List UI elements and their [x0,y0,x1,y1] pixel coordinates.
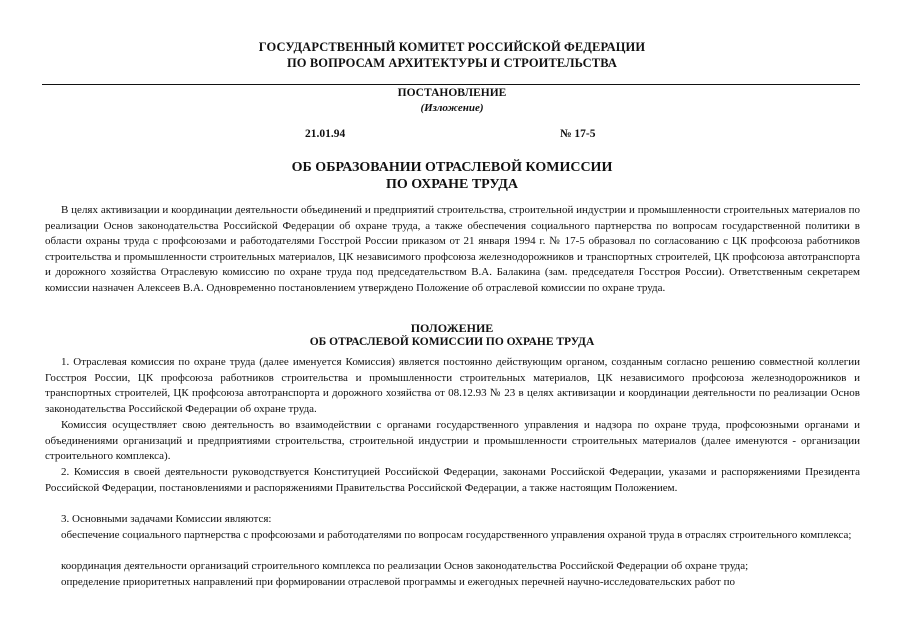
header-divider [42,84,860,85]
regulation-title: ПОЛОЖЕНИЕ [410,321,494,335]
decree-date: 21.01.94 [305,128,346,140]
issuer-name-line2: ПО ВОПРОСАМ АРХИТЕКТУРЫ И СТРОИТЕЛЬСТВА [286,56,618,70]
clause-1: 1. Отраслевая комиссия по охране труда (далее именуется Комиссия) является постоянно действующим органом, созданным согласно решению совместной коллегии Госстроя России, ЦК профсоюза работников строительства и промышленности строительных материалов, ЦК независимого профсоюза железнодорожников и транспортных строителей, ЦК профсоюза автотранспорта и дорожного хозяйства от 08.12.93 № 23 в целях активизации и координации деятельности по реализации Основ законодательства Российской Федерации об охране труда. [45,356,860,415]
task-priorities: определение приоритетных направлений при формировании отраслевой программы и ежегодных перечней научно-исследовательских работ по [61,576,735,588]
task-social-partnership: обеспечение социального партнерства с профсоюзами и работодателями по вопросам государственного управления охраной труда в отраслях строительного комплекса; [61,529,852,541]
clause-3-heading: 3. Основными задачами Комиссии являются: [61,513,272,525]
task-coordination: координация деятельности организаций строительного комплекса по реализации Основ законодательства Российской Федерации об охране труда; [61,560,749,572]
decree-type: ПОСТАНОВЛЕНИЕ [397,87,507,99]
regulation-subtitle: ОБ ОТРАСЛЕВОЙ КОМИССИИ ПО ОХРАНЕ ТРУДА [309,336,595,348]
issuer-name-line1: ГОСУДАРСТВЕННЫЙ КОМИТЕТ РОССИЙСКОЙ ФЕДЕРАЦИИ [258,40,646,54]
intro-paragraph: В целях активизации и координации деятельности объединений и предприятий строительства, строительной индустрии и промышленности строительных материалов по реализации Основ законодательства Российской Федерации об охране труда, а также обеспечения социального партнерства по вопросам государственной политики в области охраны труда с профсоюзами и работодателями Госстрой России приказом от 21 января 1994 г. № 17-5 образовал по согласованию с ЦК профсоюза работников строительства и промышленности строительных материалов, ЦК независимого профсоюза железнодорожников и транспортных строителей, ЦК профсоюза автотранспорта и дорожного хозяйства Отраслевую комиссию по охране труда под председательством В.А. Балакина (зам. председателя Госстроя России). Ответственным секретарем комиссии назначен Алексеев В.А. Одновременно постановлением утверждено Положение об отраслевой комиссии по охране труда. [45,204,860,294]
clause-2: 2. Комиссия в своей деятельности руководствуется Конституцией Российской Федерации, законами Российской Федерации, указами и распоряжениями Президента Российской Федерации, постановлениями и распоряжениями Правительства Российской Федерации, а также настоящим Положением. [45,466,860,494]
decree-title-line1: ОБ ОБРАЗОВАНИИ ОТРАСЛЕВОЙ КОМИССИИ [291,160,613,175]
decree-number: № 17-5 [560,128,596,140]
decree-title-line2: ПО ОХРАНЕ ТРУДА [386,177,518,192]
decree-note: (Изложение) [420,102,484,114]
clause-1-interaction: Комиссия осуществляет свою деятельность во взаимодействии с органами государственного управления и надзора по охране труда, профсоюзными органами и объединениями организаций и предприятиями строительства, строительной индустрии и промышленности строительных материалов (далее именуются - организации строительного комплекса). [45,419,860,463]
